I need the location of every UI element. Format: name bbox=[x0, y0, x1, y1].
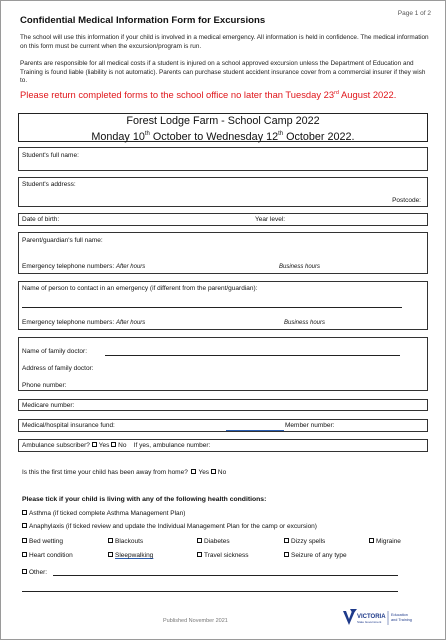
postcode-label: Postcode: bbox=[392, 197, 421, 204]
insurance-fund-label: Medical/hospital insurance fund: bbox=[22, 422, 115, 429]
logo-subtitle: State Government bbox=[357, 620, 382, 624]
other-condition-line-2 bbox=[22, 591, 398, 592]
logo-wordmark: VICTORIA bbox=[357, 614, 386, 620]
student-address-label: Student's address: bbox=[22, 181, 76, 188]
emergency-contact-field[interactable] bbox=[18, 281, 428, 330]
doctor-name-label: Name of family doctor: bbox=[22, 348, 88, 355]
ambulance-no-checkbox[interactable] bbox=[111, 442, 116, 447]
migraine-checkbox[interactable]: Migraine bbox=[369, 538, 401, 545]
first-time-yes-checkbox[interactable] bbox=[191, 469, 196, 474]
return-deadline-notice: Please return completed forms to the school office no later than Tuesday 23rd August 2022. bbox=[20, 89, 397, 100]
medicare-label: Medicare number: bbox=[22, 402, 75, 409]
camp-banner bbox=[18, 113, 428, 142]
emergency-contact-label: Name of person to contact in an emergency (if different from the parent/guardian): bbox=[22, 285, 258, 292]
doctor-name-line bbox=[105, 355, 400, 356]
ambulance-subscriber-label: Ambulance subscriber? Yes No If yes, ambulance number: bbox=[22, 442, 211, 449]
seizure-checkbox[interactable]: Seizure of any type bbox=[284, 552, 347, 559]
dob-year-field[interactable] bbox=[18, 213, 428, 226]
camp-name: Forest Lodge Farm - School Camp 2022 bbox=[126, 115, 320, 127]
first-time-away-question: Is this the first time your child has been away from home? Yes No bbox=[22, 469, 227, 476]
parent-business-hours-label: Business hours bbox=[279, 264, 321, 270]
phone-number-label: Phone number: bbox=[22, 382, 67, 389]
doctor-details-field[interactable] bbox=[18, 337, 428, 391]
asthma-checkbox[interactable]: Asthma (if ticked complete Asthma Management Plan) bbox=[22, 510, 185, 517]
insurance-field[interactable] bbox=[18, 419, 428, 432]
dizzy-spells-checkbox[interactable]: Dizzy spells bbox=[284, 538, 325, 545]
insurance-fund-line bbox=[226, 430, 284, 431]
parent-guardian-field[interactable] bbox=[18, 232, 428, 274]
first-time-no-checkbox[interactable] bbox=[211, 469, 216, 474]
student-address-field[interactable] bbox=[18, 177, 428, 207]
dob-label: Date of birth: bbox=[22, 216, 60, 223]
travel-sickness-checkbox[interactable]: Travel sickness bbox=[197, 552, 249, 559]
medicare-field[interactable] bbox=[18, 399, 428, 411]
member-number-label: Member number: bbox=[285, 422, 335, 429]
parent-guardian-label: Parent/guardian's full name: bbox=[22, 237, 103, 244]
diabetes-checkbox[interactable]: Diabetes bbox=[197, 538, 230, 545]
other-condition-checkbox[interactable]: Other: bbox=[22, 569, 47, 576]
victoria-logo bbox=[341, 607, 421, 629]
page-number: Page 1 of 2 bbox=[397, 10, 431, 17]
costs-paragraph: Parents are responsible for all medical costs if a student is injured on a school approved excursion unless the Department of Education and Training is found liable (liability is not automatic). Parents can purchase student accident insurance cover from a commercial insurer if they wish to. bbox=[20, 60, 426, 85]
contact-business-hours-label: Business hours bbox=[284, 320, 326, 326]
anaphylaxis-checkbox[interactable]: Anaphylaxis (if ticked review and update the Individual Management Plan for the camp or excursion) bbox=[22, 523, 317, 530]
emergency-contact-line bbox=[22, 307, 402, 308]
camp-dates: Monday 10th October to Wednesday 12th October 2022. bbox=[91, 131, 355, 143]
health-conditions-heading: Please tick if your child is living with any of the following health conditions: bbox=[22, 496, 267, 503]
heart-condition-checkbox[interactable]: Heart condition bbox=[22, 552, 73, 559]
year-level-label: Year level: bbox=[255, 216, 286, 223]
logo-department-2: and Training bbox=[391, 618, 412, 622]
logo-department: Education bbox=[391, 613, 408, 617]
blackouts-checkbox[interactable]: Blackouts bbox=[108, 538, 143, 545]
contact-emergency-phone-label: Emergency telephone numbers: After hours bbox=[22, 319, 146, 326]
ambulance-yes-checkbox[interactable] bbox=[92, 442, 97, 447]
doctor-address-label: Address of family doctor: bbox=[22, 365, 94, 372]
parent-emergency-phone-label: Emergency telephone numbers: After hours bbox=[22, 263, 146, 270]
other-condition-line bbox=[53, 575, 398, 576]
published-date: Published November 2021 bbox=[163, 618, 228, 624]
form-title: Confidential Medical Information Form for Excursions bbox=[20, 15, 266, 26]
ambulance-field[interactable] bbox=[18, 439, 428, 452]
student-name-label: Student's full name: bbox=[22, 152, 79, 159]
student-name-field[interactable] bbox=[18, 147, 428, 171]
bed-wetting-checkbox[interactable]: Bed wetting bbox=[22, 538, 63, 545]
sleepwalking-checkbox[interactable]: Sleepwalking bbox=[108, 552, 153, 559]
intro-paragraph: The school will use this information if your child is involved in a medical emergency. All information is held in confidence. The medical information on this form must be current when the excursion/program is run. bbox=[20, 34, 429, 50]
